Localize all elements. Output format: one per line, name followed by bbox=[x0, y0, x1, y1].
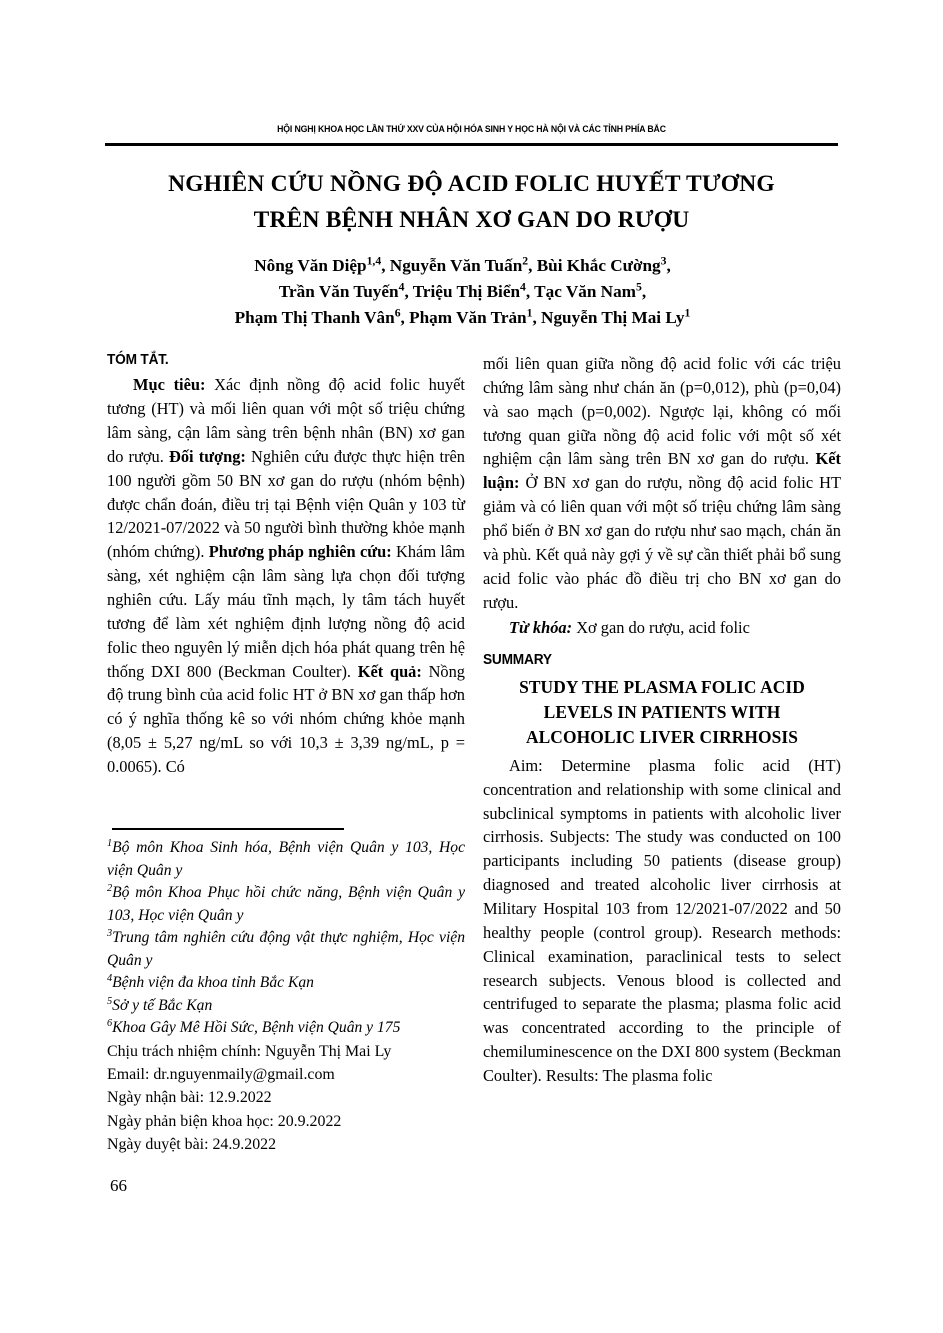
abstract-vi-paragraph-2: mối liên quan giữa nồng độ acid folic với các triệu chứng lâm sàng như chán ăn (p=0,012), phù (p=0,04) và sao mạch (p=0,002). Ngược lại, không có mối tương quan giữa nồng độ acid folic với một số xét nghiệm cận lâm sàng trên BN xơ gan do rượu. Kết luận: Ở BN xơ gan do rượu, nồng độ acid folic HT giảm và có liên quan với một số triệu chứng lâm sàng phổ biến ở BN xơ gan do rượu như sao mạch, chán ăn và phù. Kết quả này gợi ý về sự cần thiết phải bổ sung acid folic vào phác đồ điều trị cho BN xơ gan do rượu. bbox=[483, 354, 841, 612]
page-title bbox=[105, 166, 838, 239]
footnote-item: $^1$Bộ môn Khoa Sinh hóa, Bệnh viện Quân y 103, Học viện Quân y bbox=[107, 837, 465, 879]
abstract-vi-heading: TÓM TẮT. bbox=[107, 352, 169, 368]
summary-title-line-2: LEVELS IN PATIENTS WITH bbox=[543, 701, 781, 722]
abstract-en-body: Aim: Determine plasma folic acid (HT) concentration and relationship with some clinical and subclinical symptoms in patients with alcoholic liver cirrhosis. Subjects: The study was conducted on 100 participants including 50 patients (disease group) diagnosed and treated alcoholic liver cirrhosis at Military Hospital 103 from 12/2021-07/2022 and 50 healthy people (control group). Research methods: Clinical examination, paraclinical tests to select research subjects. Venous blood is collected and centrifuged to separate the plasma; plasma folic acid was concentrated according to the principle of chemiluminescence on the DXI 800 system (Beckman Coulter). Results: The plasma folic bbox=[483, 755, 841, 1085]
corresponding-author: Chịu trách nhiệm chính: Nguyễn Thị Mai Ly bbox=[107, 1042, 392, 1060]
corresponding-email: Email: dr.nguyenmaily@gmail.com bbox=[107, 1066, 335, 1084]
footnote-item: $^3$Trung tâm nghiên cứu động vật thực nghiệm, Học viện Quân y bbox=[107, 927, 465, 969]
author-list bbox=[105, 253, 838, 331]
author-line-1: Nông Văn Diệp$^{1,4}$, Nguyễn Văn Tuấn$^2$, Bùi Khắc Cường$^3$, bbox=[254, 254, 671, 275]
summary-title-line-1: STUDY THE PLASMA FOLIC ACID bbox=[519, 676, 805, 697]
keywords-vi: Từ khóa: Xơ gan do rượu, acid folic bbox=[509, 618, 750, 638]
footnote-affiliations bbox=[107, 837, 465, 1040]
summary-title-line-3: ALCOHOLIC LIVER CIRRHOSIS bbox=[525, 726, 799, 747]
footnote-item: $^4$Bệnh viện đa khoa tỉnh Bắc Kạn bbox=[107, 973, 314, 992]
date-received: Ngày nhận bài: 12.9.2022 bbox=[107, 1089, 272, 1107]
date-reviewed: Ngày phản biện khoa học: 20.9.2022 bbox=[107, 1112, 342, 1130]
footnote-item: $^2$Bộ môn Khoa Phục hồi chức năng, Bệnh viện Quân y 103, Học viện Quân y bbox=[107, 882, 465, 924]
abstract-vi-paragraph-1: Mục tiêu: Xác định nồng độ acid folic huyết tương (HT) và mối liên quan với một số triệu chứng lâm sàng, cận lâm sàng trên bệnh nhân (BN) xơ gan do rượu. Đối tượng: Nghiên cứu được thực hiện trên 100 người gồm 50 BN xơ gan do rượu (nhóm bệnh) được chẩn đoán, điều trị tại Bệnh viện Quân y 103 từ 12/2021-07/2022 và 50 người bình thường khỏe mạnh (nhóm chứng). Phương pháp nghiên cứu: Khám lâm sàng, xét nghiệm cận lâm sàng lựa chọn đối tượng nghiên cứu. Lấy máu tĩnh mạch, ly tâm tách huyết tương để làm xét nghiệm định lượng nồng độ acid folic theo nguyên lý miễn dịch hóa phát quang trên hệ thống DXI 800 (Beckman Coulter). Kết quả: Nồng độ trung bình của acid folic HT ở BN xơ gan thấp hơn có ý nghĩa thống kê so với nhóm chứng khỏe mạnh (8,05 ± 5,27 ng/mL so với 10,3 ± 3,39 ng/mL, p = 0.0065). Có bbox=[107, 375, 465, 777]
summary-heading: SUMMARY bbox=[483, 652, 552, 669]
running-head: HỘI NGHỊ KHOA HỌC LẦN THỨ XXV CỦA HỘI HÓA SINH Y HỌC HÀ NỘI VÀ CÁC TỈNH PHÍA BẮC bbox=[277, 123, 666, 134]
title-line-1: NGHIÊN CỨU NỒNG ĐỘ ACID FOLIC HUYẾT TƯƠNG bbox=[168, 171, 775, 197]
column-left bbox=[107, 352, 465, 779]
column-right bbox=[483, 352, 841, 1088]
summary-title bbox=[483, 675, 841, 750]
footnote-item: $^5$Sở y tế Bắc Kạn bbox=[107, 995, 213, 1014]
date-accepted: Ngày duyệt bài: 24.9.2022 bbox=[107, 1135, 277, 1153]
author-line-3: Phạm Thị Thanh Vân$^6$, Phạm Văn Trản$^1$, Nguyễn Thị Mai Ly$^1$ bbox=[234, 306, 691, 328]
header-rule bbox=[105, 143, 838, 146]
footnote-item: $^6$Khoa Gây Mê Hồi Sức, Bệnh viện Quân y 175 bbox=[107, 1018, 401, 1037]
footnote-block bbox=[107, 828, 465, 1156]
footnote-separator bbox=[112, 828, 344, 830]
title-line-2: TRÊN BỆNH NHÂN XƠ GAN DO RƯỢU bbox=[253, 207, 690, 234]
author-line-2: Trần Văn Tuyến$^4$, Triệu Thị Biển$^4$, Tạc Văn Nam$^5$, bbox=[278, 280, 647, 302]
page-number: 66 bbox=[110, 1176, 127, 1195]
